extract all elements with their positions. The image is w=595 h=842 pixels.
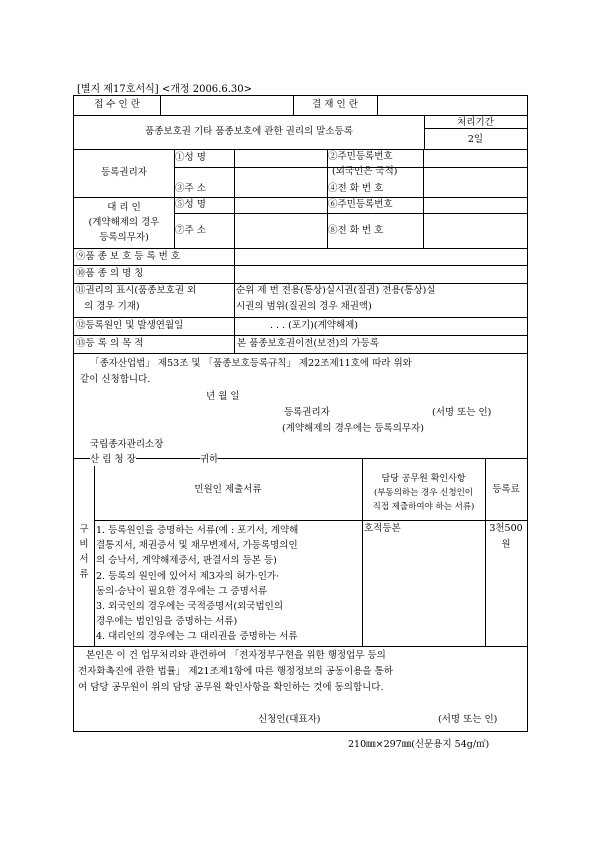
registrant-label: 등록권리자	[101, 167, 147, 178]
purpose-value: 본 품종보호권이전(보전)의 가등록	[237, 338, 379, 349]
addressee-1: 국립종자관리소장	[90, 439, 164, 450]
registrant-nationality-note: (외국인은 국적)	[332, 166, 398, 177]
doc-item-1a: 1. 등록원인을 증명하는 서류(예 : 포기서, 계약해	[96, 525, 299, 536]
application-note: (계약해제의 경우에는 등록의무자)	[282, 423, 424, 434]
addressee-2: 산 림 청 장	[90, 454, 136, 465]
agent-name-label: ⑤성 명	[175, 199, 206, 210]
fee-value: 3천500	[489, 523, 523, 534]
processing-period-label: 처리기간	[457, 117, 494, 128]
docs-side-char-4: 류	[79, 569, 89, 580]
registrant-address-field[interactable]	[235, 168, 327, 197]
registrant-name-field[interactable]	[235, 150, 327, 167]
registrant-name-label: ①성 명	[175, 152, 206, 163]
doc-item-1c: 의 승낙서, 계약해제증서, 판결서의 등본 등)	[96, 555, 277, 567]
agent-phone-label: ⑧전 화 번 호	[328, 225, 384, 236]
fee-unit: 원	[501, 539, 511, 550]
docs-side-char-3: 서	[79, 554, 89, 565]
application-date: 년 월 일	[206, 391, 240, 402]
consent-text-1: 본인은 이 건 업무처리와 관련하여 「전자정부구현을 위한 행정업무 등의	[86, 650, 386, 661]
application-statement-2: 같이 신청합니다.	[80, 374, 151, 385]
rights-display-text-1: 순위 제 번 전용(통상)실시권(질권) 전용(통상)실	[236, 285, 436, 296]
form-title: 품종보호권 기타 품종보호에 관한 권리의 말소등록	[145, 126, 353, 137]
cause-date-label: ⑫등록원인 및 발생연월일	[76, 320, 184, 331]
registrant-id-label: ②주민등록번호	[328, 151, 393, 162]
variety-name-label: ⑩품 종 의 명 칭	[76, 268, 144, 279]
agent-id-label: ⑥주민등록번호	[328, 199, 393, 210]
honorific: 귀하	[200, 454, 219, 465]
processing-period-value: 2일	[467, 134, 484, 145]
docs-side-char-2: 비	[79, 539, 89, 550]
agent-address-field[interactable]	[235, 214, 327, 248]
official-check-note-2: 직접 제출하여야 하는 서류)	[372, 502, 475, 512]
agent-note-1: (계약해제의 경우	[88, 217, 160, 228]
registrant-id-field[interactable]	[424, 150, 527, 180]
approval-stamp-label: 결 재 인 란	[312, 99, 358, 110]
agent-label: 대 리 인	[107, 202, 141, 213]
rights-display-text-2: 시권의 범위(질권의 경우 채권액)	[236, 301, 372, 312]
registrant-phone-field[interactable]	[424, 181, 527, 197]
application-registrant-label: 등록권리자	[284, 407, 330, 418]
cause-date-value: . . . (포기)(계약해제)	[270, 320, 359, 331]
registrant-phone-label: ④전 화 번 호	[328, 183, 384, 194]
registrant-address-label: ③주 소	[175, 183, 206, 194]
doc-item-4: 4. 대리인의 경우에는 그 대리권을 증명하는 서류	[96, 631, 298, 643]
agent-name-field[interactable]	[235, 198, 327, 213]
consent-text-3: 여 담당 공무원이 위의 담당 공무원 확인사항을 확인하는 것에 동의합니다.	[78, 682, 384, 693]
doc-item-2a: 2. 등록의 원인에 있어서 제3자의 허가·인가·	[96, 570, 280, 582]
consent-sign-label: (서명 또는 인)	[438, 714, 498, 725]
registration-number-label: ⑨품 종 보 호 등 록 번 호	[76, 251, 181, 262]
rights-display-label: ⑪권리의 표시(품종보호권 외	[76, 285, 197, 296]
agent-id-field[interactable]	[424, 198, 527, 213]
applicant-docs-header: 민원인 제출서류	[194, 484, 262, 495]
receipt-stamp-area[interactable]	[161, 96, 293, 115]
official-check-note-1: (부동의하는 경우 신청인이	[373, 488, 474, 498]
doc-item-1b: 결통지서, 채권증서 및 채무변제서, 가등록명의인	[96, 540, 298, 552]
purpose-label: ⑬등 록 의 목 적	[76, 338, 144, 349]
approval-stamp-area[interactable]	[378, 96, 527, 115]
form-header: [별지 제17호서식] <개정 2006.6.30>	[77, 84, 252, 95]
consent-signer-label: 신청인(대표자)	[258, 714, 321, 725]
registration-form	[73, 95, 528, 732]
consent-text-2: 전자화촉진에 관한 법률」 제21조제1항에 따른 행정정보의 공동이용을 통하	[78, 666, 393, 677]
doc-item-3b: 경우에는 법인임을 증명하는 서류)	[96, 616, 238, 628]
variety-name-field[interactable]	[235, 266, 527, 283]
agent-note-2: 등록의무자)	[99, 232, 149, 243]
registration-number-field[interactable]	[235, 249, 527, 265]
rights-display-note: 의 경우 기재)	[84, 301, 140, 312]
doc-item-2b: 동의·승낙이 필요한 경우에는 그 증명서류	[96, 585, 268, 597]
official-check-header: 담당 공무원 확인사항	[381, 474, 466, 484]
doc-item-3a: 3. 외국인의 경우에는 국적증명서(외국법인의	[96, 601, 284, 613]
paper-spec-footer: 210㎜×297㎜(신문용지 54g/㎡)	[348, 739, 490, 750]
receipt-stamp-label: 접 수 인 란	[94, 99, 140, 110]
fee-header: 등록료	[492, 484, 520, 495]
agent-address-label: ⑦주 소	[175, 225, 206, 236]
docs-side-char-1: 구	[79, 524, 89, 535]
application-sign-label: (서명 또는 인)	[432, 407, 492, 418]
agent-phone-field[interactable]	[424, 214, 527, 248]
official-check-value: 호적등본	[364, 523, 401, 534]
application-statement-1: 「종자산업법」 제53조 및 「품종보호등록규칙」 제22조제11호에 따라 위와	[90, 358, 412, 369]
